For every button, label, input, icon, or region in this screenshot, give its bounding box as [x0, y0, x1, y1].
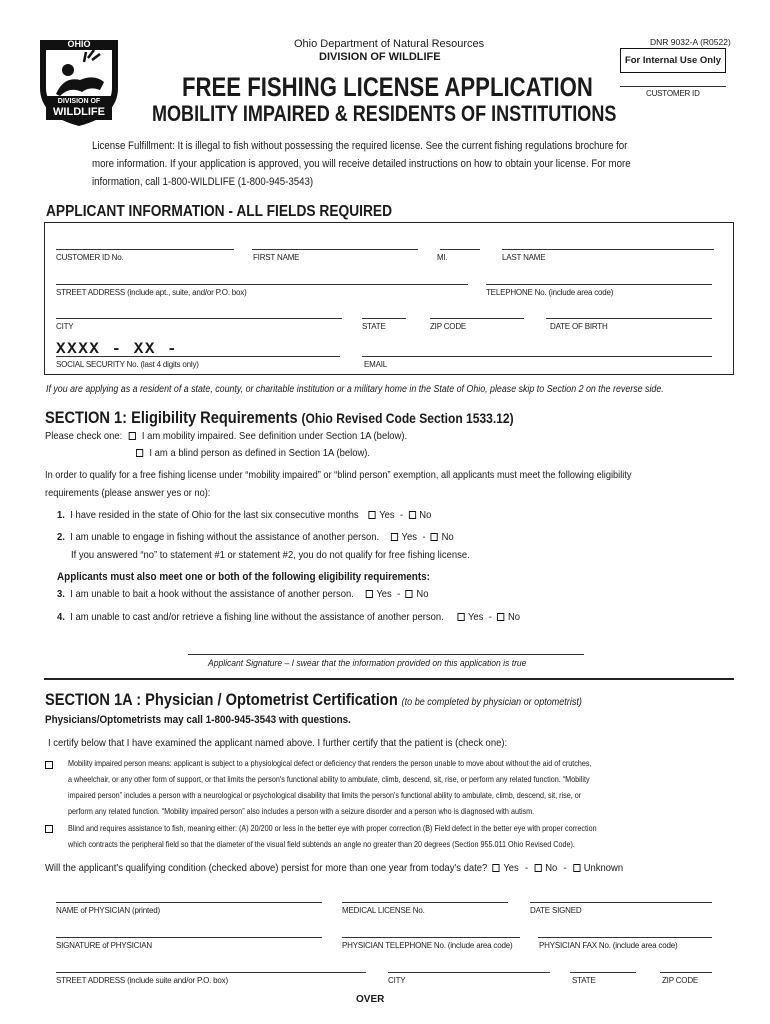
q3-yes-checkbox[interactable] [366, 590, 373, 598]
section1a-note: (to be completed by physician or optometrist) [401, 696, 582, 708]
customer-id-label: CUSTOMER ID No. [56, 253, 124, 262]
q3-no-checkbox[interactable] [406, 590, 413, 598]
q2-no-checkbox[interactable] [431, 533, 438, 541]
check-one-row [45, 430, 407, 442]
persist-no-checkbox[interactable] [534, 864, 541, 872]
blind-person-checkbox[interactable] [136, 449, 143, 457]
physician-name-field[interactable] [56, 902, 322, 903]
first-name-label: FIRST NAME [253, 253, 300, 262]
blind-certify-checkbox[interactable] [45, 825, 53, 833]
q1-yes-checkbox[interactable] [368, 511, 375, 519]
question-2-note: If you answered “no” to statement #1 or statement #2, you do not qualify for free fishing license. [71, 549, 470, 561]
q1-dash: - [399, 509, 404, 521]
persist-unknown-checkbox[interactable] [573, 864, 580, 872]
question-4-number: 4. [57, 611, 65, 623]
form-title: FREE FISHING LICENSE APPLICATION [182, 72, 593, 102]
physician-state-field[interactable] [570, 972, 636, 973]
telephone-label: TELEPHONE No. (include area code) [486, 288, 614, 297]
physician-street-label: STREET ADDRESS (include suite and/or P.O. box) [56, 976, 228, 985]
question-2-number: 2. [57, 531, 65, 543]
street-address-label: STREET ADDRESS (include apt., suite, and/or P.O. box) [56, 288, 247, 297]
question-2-text: I am unable to engage in fishing without the assistance of another person. [70, 531, 380, 543]
q1-no-checkbox[interactable] [408, 511, 415, 519]
persist-unknown-label: Unknown [583, 862, 624, 874]
ssn-field[interactable] [56, 356, 340, 357]
applicant-signature-field[interactable] [188, 654, 584, 655]
last-name-label: LAST NAME [502, 253, 546, 262]
persist-yes-checkbox[interactable] [493, 864, 500, 872]
physician-fax-label: PHYSICIAN FAX No. (include area code) [539, 941, 678, 950]
applicant-heading: APPLICANT INFORMATION - ALL FIELDS REQUIRED [46, 203, 393, 220]
physician-name-label: NAME of PHYSICIAN (printed) [56, 906, 160, 915]
over-label: OVER [356, 994, 385, 1005]
date-signed-field[interactable] [530, 902, 712, 903]
physician-zip-field[interactable] [660, 972, 712, 973]
internal-use-label: For Internal Use Only [624, 55, 722, 66]
persist-question: Will the applicant's qualifying condition (checked above) persist for more than one year from today's date? [45, 862, 488, 874]
customer-id-field[interactable] [56, 249, 234, 250]
intro-line-2: more information. If your application is approved, you will receive detailed instructions on how to obtain your license. For more [92, 158, 631, 170]
q2-dash: - [422, 531, 426, 543]
ssn-label: SOCIAL SECURITY No. (last 4 digits only) [56, 360, 199, 369]
form-subtitle: MOBILITY IMPAIRED & RESIDENTS OF INSTITUTIONS [152, 101, 617, 126]
section1a-title: SECTION 1A : Physician / Optometrist Certification [45, 690, 398, 709]
mobility-impaired-checkbox[interactable] [128, 432, 135, 440]
date-signed-label: DATE SIGNED [530, 906, 582, 915]
medical-license-label: MEDICAL LICENSE No. [342, 906, 425, 915]
q1-yes-label: Yes [379, 509, 395, 521]
blind-definition-1: Blind and requires assistance to fish, meaning either: (A) 20/200 or less in the better eye with proper correction (B) Field defect in the better eye with proper correction [68, 824, 597, 833]
section1a-heading [45, 690, 582, 710]
physician-call-line: Physicians/Optometrists may call 1-800-945-3543 with questions. [45, 714, 351, 726]
question-1-number: 1. [57, 509, 65, 521]
check-one-label: Please check one: [45, 430, 123, 442]
department-name: Ohio Department of Natural Resources [294, 38, 485, 50]
q3-no-label: No [416, 588, 429, 600]
q2-yes-label: Yes [401, 531, 417, 543]
section-divider [44, 678, 734, 680]
mi-field[interactable] [440, 249, 480, 250]
section1-heading [45, 408, 514, 428]
persist-row [45, 862, 623, 874]
question-1-text: I have resided in the state of Ohio for the last six consecutive months [70, 509, 359, 521]
internal-use-box [620, 48, 726, 73]
question-2-row [57, 531, 454, 543]
physician-telephone-field[interactable] [342, 937, 520, 938]
city-label: CITY [56, 322, 74, 331]
blind-row [136, 447, 370, 459]
applicant-signature-label: Applicant Signature – I swear that the information provided on this application is true [208, 658, 527, 669]
persist-yes-label: Yes [503, 862, 519, 874]
logo-top-text: OHIO [67, 39, 91, 49]
mobility-definition-3: impaired person” includes a person with a neurological or psychological disability that limits the person's functional ability to ambulate, climb, descend, sit, rise, or [68, 791, 582, 800]
customer-id-internal-label: CUSTOMER ID [646, 89, 700, 98]
physician-telephone-label: PHYSICIAN TELEPHONE No. (include area code) [342, 941, 513, 950]
intro-line-1: License Fulfillment: It is illegal to fish without possessing the required license. See the current fishing regulations brochure for [92, 140, 628, 152]
last-name-field[interactable] [502, 249, 714, 250]
customer-id-internal-line [620, 86, 726, 87]
ssn-mask: XXXX - XX - [56, 340, 179, 358]
mi-label: MI. [437, 253, 448, 262]
qualify-line-2: requirements (please answer yes or no): [45, 487, 211, 499]
ohio-wildlife-logo [34, 36, 124, 128]
physician-signature-label: SIGNATURE of PHYSICIAN [56, 941, 152, 950]
email-label: EMAIL [364, 360, 388, 369]
institution-note: If you are applying as a resident of a state, county, or charitable institution or a military home in the State of Ohio, please skip to Section 2 on the reverse side. [46, 384, 664, 395]
question-4-row [57, 611, 520, 623]
telephone-field[interactable] [486, 284, 712, 285]
q4-yes-label: Yes [467, 611, 484, 623]
q1-no-label: No [419, 509, 432, 521]
intro-line-3: information, call 1-800-WILDLIFE (1-800-945-3543) [92, 176, 314, 188]
physician-street-field[interactable] [56, 972, 366, 973]
dob-field[interactable] [546, 318, 712, 319]
question-3-text: I am unable to bait a hook without the assistance of another person. [70, 588, 354, 600]
physician-zip-label: ZIP CODE [662, 976, 699, 985]
section1-ref: (Ohio Revised Code Section 1533.12) [301, 410, 514, 426]
q4-no-label: No [507, 611, 521, 623]
street-address-field[interactable] [56, 284, 468, 285]
also-meet-heading: Applicants must also meet one or both of the following eligibility requirements: [57, 571, 430, 583]
state-label: STATE [362, 322, 386, 331]
medical-license-field[interactable] [342, 902, 508, 903]
question-4-text: I am unable to cast and/or retrieve a fishing line without the assistance of another person. [70, 611, 444, 623]
question-3-number: 3. [57, 588, 65, 600]
physician-city-field[interactable] [388, 972, 550, 973]
q2-no-label: No [441, 531, 454, 543]
qualify-line-1: In order to qualify for a free fishing license under “mobility impaired” or “blind person” exemption, all applicants must meet the following eligibility [45, 469, 632, 481]
persist-no-label: No [545, 862, 558, 874]
physician-city-label: CITY [388, 976, 406, 985]
logo-text-line1: DIVISION OF [57, 98, 101, 105]
zip-field[interactable] [430, 318, 524, 319]
question-3-row [57, 588, 428, 600]
zip-label: ZIP CODE [430, 322, 467, 331]
blind-definition-2: which contracts the peripheral field so that the diameter of the visual field subtends an angle no greater than 20 degrees (Section 955.011 Ohio Revised Code). [68, 840, 575, 849]
mobility-definition-2: a wheelchair, or any other form of support, or that limits the person's functional ability to ambulate, climb, descend, sit, rise, or perform any related function. “Mobility [68, 775, 590, 784]
section1-title: SECTION 1: Eligibility Requirements [45, 408, 298, 427]
question-1-row [57, 509, 431, 521]
mobility-definition-1: Mobility impaired person means: applicant is subject to a physiological defect or deficiency that renders the person unable to move about without the aid of crutches, [68, 759, 592, 768]
division-name: DIVISION OF WILDLIFE [319, 51, 441, 63]
logo-text-line2: WILDLIFE [53, 106, 105, 118]
q4-no-checkbox[interactable] [497, 613, 504, 621]
q4-dash: - [488, 611, 492, 623]
mobility-certify-checkbox[interactable] [45, 761, 53, 769]
city-field[interactable] [56, 318, 342, 319]
dob-label: DATE OF BIRTH [550, 322, 608, 331]
q3-yes-label: Yes [376, 588, 392, 600]
blind-person-option: I am a blind person as defined in Section 1A (below). [149, 447, 371, 459]
form-number: DNR 9032-A (R0522) [650, 37, 731, 47]
q2-yes-checkbox[interactable] [391, 533, 398, 541]
persist-dash-2: - [563, 862, 567, 874]
state-field[interactable] [362, 318, 406, 319]
q4-yes-checkbox[interactable] [457, 613, 464, 621]
email-field[interactable] [362, 356, 712, 357]
mobility-definition-4: perform any related function. “Mobility impaired person” also includes a person with a seizure disorder and a person who is diagnosed with autism. [68, 807, 535, 816]
persist-dash-1: - [525, 862, 529, 874]
physician-state-label: STATE [572, 976, 596, 985]
physician-fax-field[interactable] [538, 937, 712, 938]
mobility-impaired-option: I am mobility impaired. See definition under Section 1A (below). [141, 430, 408, 442]
certify-line: I certify below that I have examined the applicant named above. I further certify that the patient is (check one): [48, 737, 508, 749]
q3-dash: - [397, 588, 401, 600]
first-name-field[interactable] [252, 249, 418, 250]
physician-signature-field[interactable] [56, 937, 322, 938]
